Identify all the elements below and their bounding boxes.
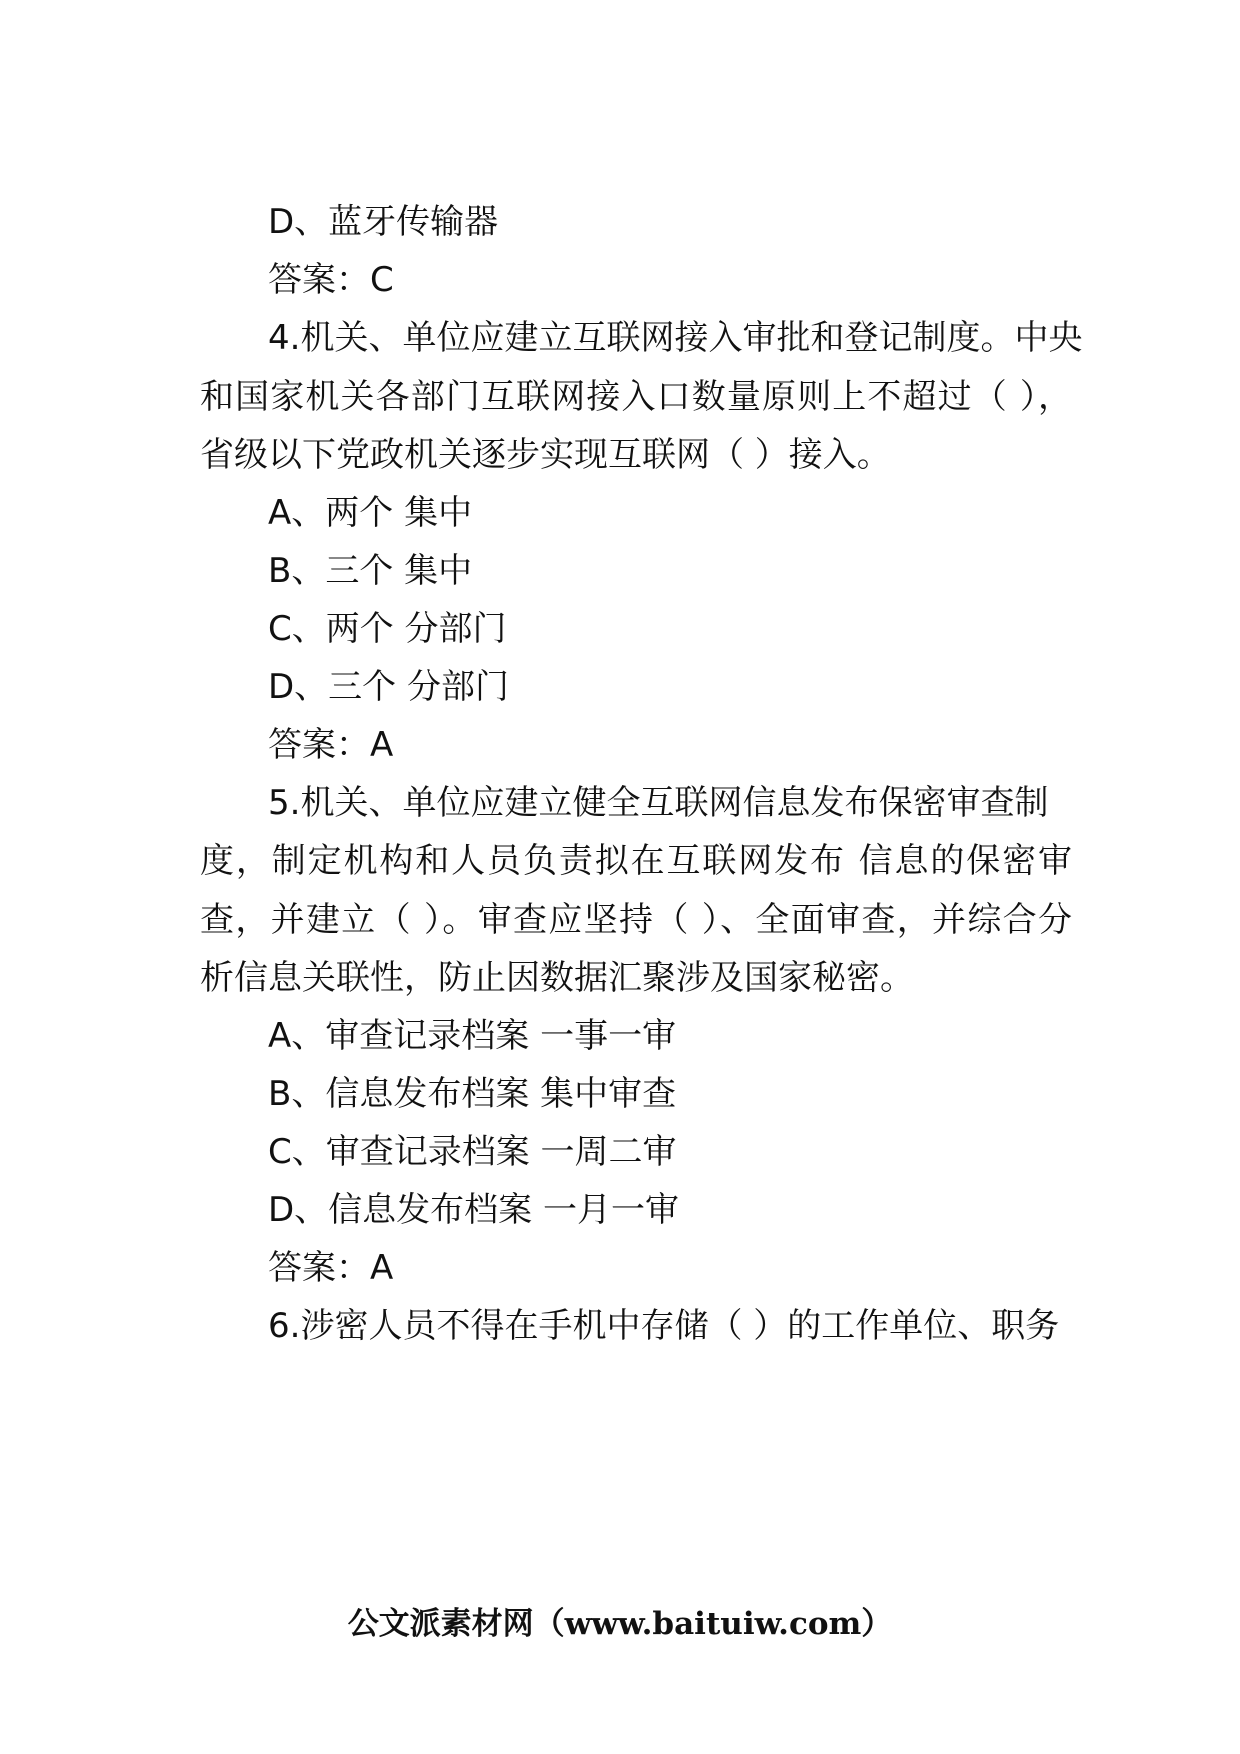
option-c-q4: C、两个 分部门 xyxy=(268,609,507,649)
option-a-q4: A、两个 集中 xyxy=(268,493,473,533)
option-b-q5: B、信息发布档案 集中审查 xyxy=(268,1074,677,1114)
question-4-line-2: 和国家机关各部门互联网接入口数量原则上不超过（ ）， xyxy=(200,377,1072,417)
page-footer: 公文派素材网（www.baituiw.com） xyxy=(347,1606,893,1642)
option-d-q5: D、信息发布档案 一月一审 xyxy=(268,1190,679,1230)
answer-q5: 答案：A xyxy=(268,1248,394,1288)
question-5-line-2: 度，制定机构和人员负责拟在互联网发布 信息的保密审 xyxy=(200,841,1072,881)
option-a-q5: A、审查记录档案 一事一审 xyxy=(268,1016,677,1056)
option-d-q4: D、三个 分部门 xyxy=(268,667,509,707)
question-4-line-3: 省级以下党政机关逐步实现互联网（ ）接入。 xyxy=(200,435,891,475)
option-c-q5: C、审查记录档案 一周二审 xyxy=(268,1132,677,1172)
question-5-line-1: 5.机关、单位应建立健全互联网信息发布保密审查制 xyxy=(268,783,1049,823)
question-4-line-1: 4.机关、单位应建立互联网接入审批和登记制度。中央 xyxy=(268,318,1083,358)
option-b-q4: B、三个 集中 xyxy=(268,551,473,591)
question-5-line-4: 析信息关联性，防止因数据汇聚涉及国家秘密。 xyxy=(200,958,914,998)
option-d-q3: D、蓝牙传输器 xyxy=(268,202,499,242)
question-6-line-1: 6.涉密人员不得在手机中存储（ ）的工作单位、职务 xyxy=(268,1306,1060,1346)
answer-q4: 答案：A xyxy=(268,725,394,765)
answer-q3: 答案：C xyxy=(268,260,394,300)
question-5-line-3: 查，并建立（ ）。审查应坚持（ ）、全面审查，并综合分 xyxy=(200,900,1072,940)
